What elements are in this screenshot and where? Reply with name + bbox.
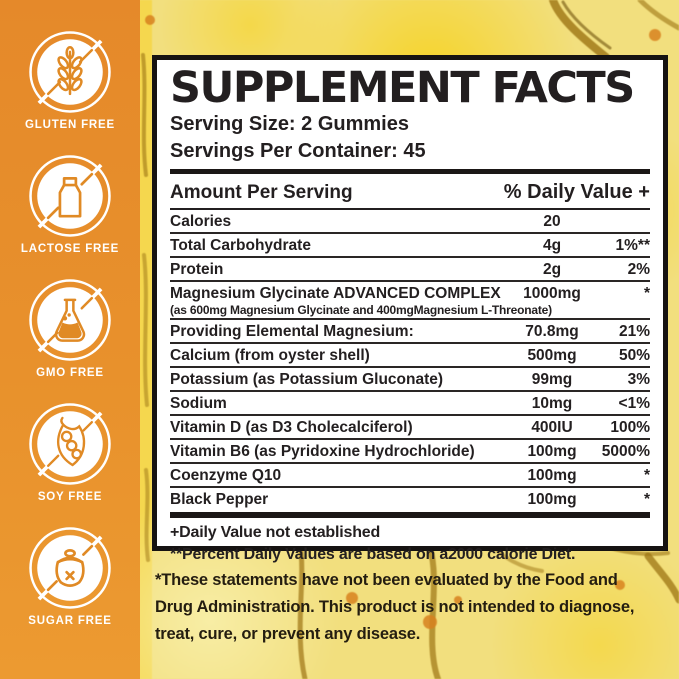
column-header-amount: Amount Per Serving (170, 182, 353, 203)
badge-label: SOY FREE (37, 491, 103, 503)
row-name: Vitamin D (as D3 Cholecalciferol) (170, 418, 413, 436)
badge-gmo-free (0, 278, 140, 379)
badge-sugar-free (0, 526, 140, 627)
badge-gluten-free (0, 30, 140, 131)
row-daily-value: 2% (627, 260, 650, 278)
row-daily-value: 50% (618, 346, 650, 364)
row-amount: 2g (542, 260, 562, 278)
row-amount: 100mg (527, 442, 577, 460)
row-daily-value: 1%** (615, 236, 650, 254)
milk-carton-icon (28, 154, 112, 238)
row-name: Vitamin B6 (as Pyridoxine Hydrochloride) (170, 442, 475, 460)
supplement-facts-panel (152, 55, 668, 563)
table-row (170, 234, 650, 258)
row-name: Potassium (as Potassium Gluconate) (170, 370, 444, 388)
row-daily-value: 3% (627, 370, 650, 388)
divider-thick (170, 512, 650, 518)
table-row (170, 416, 650, 440)
servings-per-container: Servings Per Container: 45 (170, 140, 426, 162)
row-name: Magnesium Glycinate ADVANCED COMPLEX (170, 284, 501, 302)
row-daily-value: * (643, 466, 650, 484)
table-row (170, 210, 650, 234)
row-amount: 100mg (527, 466, 577, 484)
row-name: Calories (170, 212, 232, 230)
row-name: Black Pepper (170, 490, 269, 508)
panel-title: SUPPLEMENT FACTS (170, 63, 634, 113)
column-header-daily-value: % Daily Value + (503, 181, 650, 203)
sugar-pot-icon (28, 526, 112, 610)
table-row (170, 282, 650, 320)
badge-label: GMO FREE (36, 367, 104, 379)
row-daily-value: 21% (618, 322, 650, 340)
table-row (170, 392, 650, 416)
footnote-daily-value: +Daily Value not established (170, 524, 381, 541)
badge-label: SUGAR FREE (28, 615, 112, 627)
row-name: Coenzyme Q10 (170, 466, 282, 484)
row-amount: 4g (542, 236, 562, 254)
row-name: Providing Elemental Magnesium: (170, 322, 414, 340)
row-name: Total Carbohydrate (170, 236, 311, 254)
row-name: Calcium (from oyster shell) (170, 346, 370, 364)
badge-lactose-free (0, 154, 140, 255)
table-row (170, 488, 650, 510)
footnote-percent-dv: **Percent Daily Values are based on a2000 calorie Diet. (170, 546, 576, 563)
table-row (170, 320, 650, 344)
row-amount: 70.8mg (525, 322, 579, 340)
table-row (170, 258, 650, 282)
table-header-row (170, 174, 650, 210)
row-amount: 10mg (531, 394, 573, 412)
row-name: Protein (170, 260, 224, 278)
row-subtext: (as 600mg Magnesium Glycinate and 400mgMagnesium L-Threonate) (170, 302, 552, 317)
disclaimer-line: Drug Administration. This product is not intended to diagnose, (155, 598, 635, 616)
row-daily-value: * (643, 284, 650, 302)
row-name: Sodium (170, 394, 227, 412)
row-amount: 500mg (527, 346, 577, 364)
row-amount: 99mg (531, 370, 573, 388)
row-amount: 100mg (527, 490, 577, 508)
row-daily-value: <1% (618, 394, 650, 412)
soy-pod-icon (28, 402, 112, 486)
row-amount: 1000mg (523, 284, 581, 302)
facts-table (170, 210, 650, 510)
disclaimer-line: treat, cure, or prevent any disease. (155, 625, 421, 643)
wheat-icon (28, 30, 112, 114)
serving-size: Serving Size: 2 Gummies (170, 113, 409, 135)
row-daily-value: 100% (610, 418, 650, 436)
row-amount: 400IU (531, 418, 573, 436)
row-daily-value: 5000% (601, 442, 650, 460)
badge-soy-free (0, 402, 140, 503)
flask-icon (28, 278, 112, 362)
badge-label: GLUTEN FREE (25, 119, 115, 131)
badge-label: LACTOSE FREE (20, 243, 120, 255)
claims-sidebar (0, 0, 140, 679)
row-amount: 20 (543, 212, 561, 230)
table-row (170, 344, 650, 368)
disclaimer-line: *These statements have not been evaluated by the Food and (155, 571, 618, 589)
table-row (170, 440, 650, 464)
table-row (170, 464, 650, 488)
row-daily-value: * (643, 490, 650, 508)
table-row (170, 368, 650, 392)
footnotes (170, 522, 650, 566)
fda-disclaimer (155, 567, 677, 648)
